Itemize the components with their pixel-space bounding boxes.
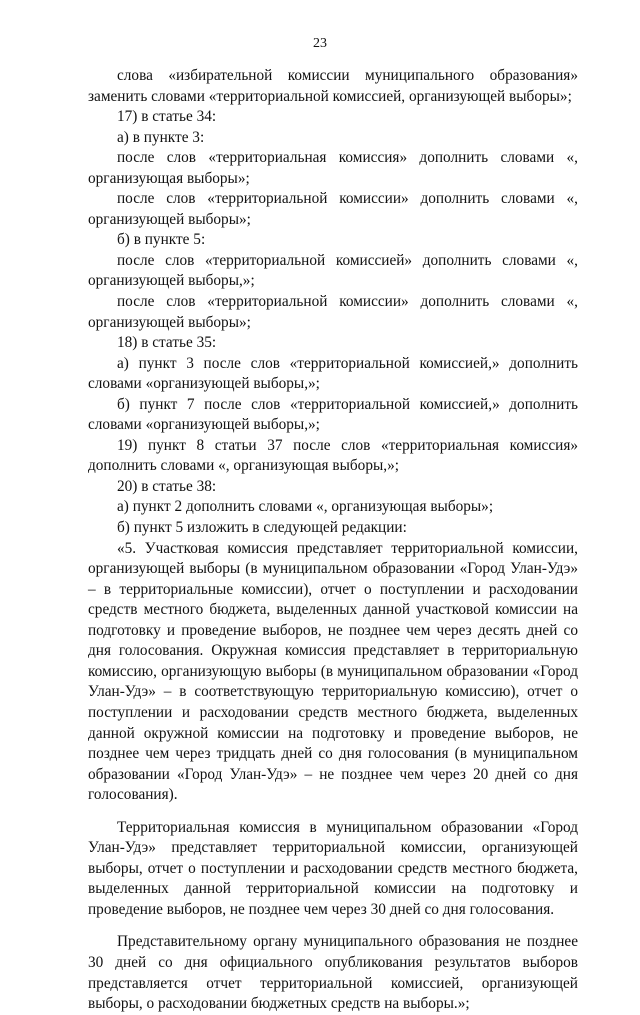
paragraph: Территориальная комиссия в муниципальном образовании «Город Улан-Удэ» представляет территориальной комиссии, организующей выборы, отчет о поступлении и расходовании средств местного бюджета, выделенных данной территориальной комиссии на подготовку и проведение выборов, не позднее чем через 30 дней со дня голосования. [88,818,578,918]
paragraph: после слов «территориальная комиссия» дополнить словами «, организующая выборы»; [88,149,578,187]
paragraph: после слов «территориальной комиссией» дополнить словами «, организующей выборы,»; [88,251,578,290]
paragraph: после слов «территориальной комиссии» дополнить словами «, организующей выборы»; [88,293,578,331]
paragraph: «5. Участковая комиссия представляет территориальной комиссии, организующей выборы (в муниципальном образовании «Город Улан-Удэ» – в территориальные комиссии), отчет о поступлении и расходовании средств местного бюджета, выделенных данной участковой комиссии на подготовку и проведение выборов, не позднее чем через десять дней со дня голосования. Окружная комиссия представляет в территориальную комиссию, организующую выборы (в муниципальном образовании «Город Улан-Удэ» – в соответствующую территориальную комиссию), отчет о поступлении и расходовании средств местного бюджета, выделенных данной окружной комиссии на подготовку и проведение выборов, не позднее чем через тридцать дней со дня голосования (в муниципальном образовании «Город Улан-Удэ» – не позднее чем через 20 дней со дня голосования). [88,539,578,804]
paragraph: б) пункт 5 изложить в следующей редакции: [117,519,407,537]
paragraph: Представительному органу муниципального образования не позднее 30 дней со дня официального опубликования результатов выборов представляется отчет территориальной комиссией, организующей выборы, о расходовании бюджетных средств на выборы.»; [88,933,578,1013]
document-body [88,66,578,1015]
paragraph: слова «избирательной комиссии муниципального образования» заменить словами «территориальной комиссией, организующей выборы»; [88,67,578,105]
paragraph: 20) в статье 38: [117,477,217,495]
paragraph: 17) в статье 34: [117,108,217,126]
paragraph: а) в пункте 3: [117,128,205,146]
paragraph: б) в пункте 5: [117,231,206,249]
paragraph: 18) в статье 35: [117,334,217,352]
page-number: 23 [313,36,327,51]
paragraph: 19) пункт 8 статьи 37 после слов «территориальная комиссия» дополнить словами «, организующая выборы,»; [88,436,578,475]
paragraph: б) пункт 7 после слов «территориальной комиссией,» дополнить словами «организующей выборы,»; [88,395,578,434]
paragraph: после слов «территориальной комиссии» дополнить словами «, организующей выборы»; [88,190,578,228]
paragraph: а) пункт 3 после слов «территориальной комиссией,» дополнить словами «организующей выборы,»; [88,354,578,393]
paragraph: а) пункт 2 дополнить словами «, организующая выборы»; [117,498,494,516]
